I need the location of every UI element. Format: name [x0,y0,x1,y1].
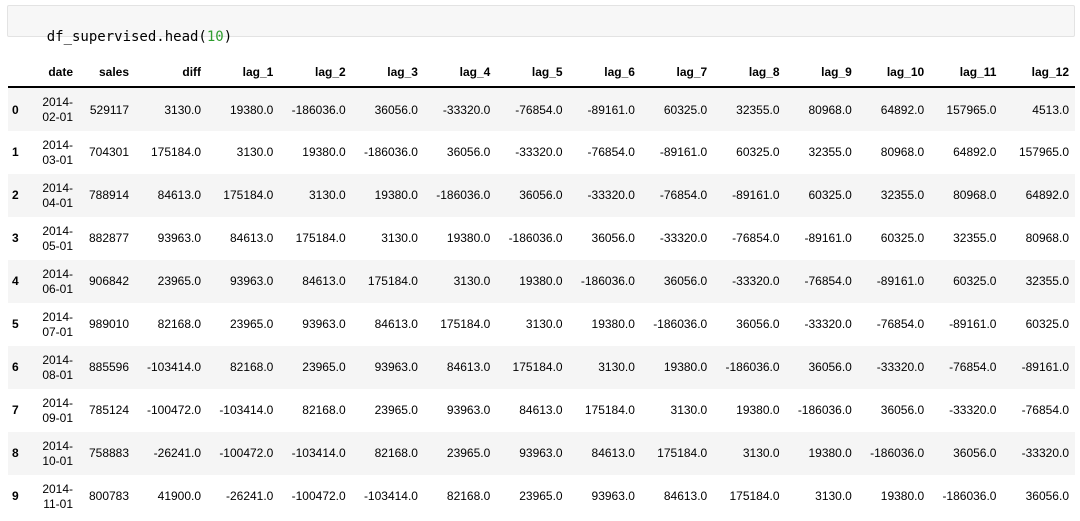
cell-lag_3: 3130.0 [381,231,418,246]
cell-lag_12: 60325.0 [1025,317,1069,332]
cell-lag_11: -89161.0 [949,317,997,332]
cell-date: 2014-07-01 [42,310,74,339]
column-header-lag_6: lag_6 [569,58,641,87]
cell-lag_3: 84613.0 [374,317,418,332]
cell-lag_9: 80968.0 [808,102,852,117]
cell-date: 2014-09-01 [42,396,74,425]
cell-lag_12: 36056.0 [1025,489,1069,504]
table-row [8,131,1075,174]
code-number-literal: 10 [206,29,224,45]
cell-lag_8: -76854.0 [732,231,780,246]
cell-lag_8: 32355.0 [736,102,780,117]
column-header-lag_2: lag_2 [279,58,351,87]
cell-lag_7: 19380.0 [663,360,708,375]
table-row [8,303,1075,346]
cell-lag_9: 36056.0 [808,360,852,375]
cell-lag_12: -33320.0 [1021,446,1069,461]
cell-lag_2: 82168.0 [302,403,346,418]
cell-lag_2: 93963.0 [302,317,346,332]
cell-sales: 529117 [89,102,130,117]
row-index: 3 [12,231,19,246]
cell-lag_3: 82168.0 [374,446,418,461]
cell-sales: 788914 [88,188,130,203]
cell-lag_1: 19380.0 [229,102,274,117]
cell-sales: 758883 [88,446,130,461]
table-row [8,475,1075,518]
cell-sales: 885596 [88,360,130,375]
cell-lag_11: -76854.0 [949,360,997,375]
cell-sales: 704301 [88,145,130,160]
cell-lag_1: 84613.0 [229,231,274,246]
cell-diff: 93963.0 [157,231,202,246]
cell-lag_5: 36056.0 [519,188,563,203]
cell-lag_9: -76854.0 [804,274,852,289]
column-header-diff: diff [135,58,207,87]
cell-lag_11: 36056.0 [953,446,997,461]
cell-lag_4: 82168.0 [446,489,491,504]
column-header-lag_5: lag_5 [496,58,568,87]
column-header-lag_11: lag_11 [930,58,1002,87]
cell-lag_1: -100472.0 [219,446,274,461]
cell-lag_10: 60325.0 [880,231,925,246]
column-header-lag_7: lag_7 [641,58,713,87]
cell-diff: 84613.0 [157,188,202,203]
cell-lag_7: 175184.0 [657,446,708,461]
cell-lag_1: 93963.0 [229,274,274,289]
cell-date: 2014-06-01 [42,267,74,296]
cell-lag_4: 3130.0 [453,274,491,289]
cell-lag_4: 19380.0 [446,231,491,246]
cell-lag_2: 19380.0 [302,145,346,160]
cell-lag_9: 3130.0 [815,489,852,504]
cell-lag_4: 36056.0 [446,145,491,160]
cell-lag_10: 80968.0 [880,145,925,160]
cell-lag_3: 93963.0 [374,360,418,375]
cell-lag_11: 157965.0 [946,102,997,117]
cell-lag_6: -33320.0 [587,188,635,203]
cell-sales: 785124 [88,403,130,418]
cell-lag_2: 23965.0 [302,360,346,375]
cell-lag_11: 60325.0 [953,274,997,289]
cell-lag_7: -89161.0 [659,145,708,160]
cell-lag_2: 84613.0 [302,274,346,289]
code-input-cell[interactable] [7,5,1075,45]
row-index: 6 [12,360,19,375]
cell-lag_2: -186036.0 [291,102,346,117]
row-index: 1 [12,145,19,160]
cell-lag_9: 60325.0 [808,188,852,203]
cell-lag_12: 157965.0 [1018,145,1069,160]
cell-diff: -26241.0 [153,446,202,461]
cell-lag_4: 93963.0 [446,403,491,418]
row-index: 7 [12,403,19,418]
cell-lag_7: 84613.0 [663,489,708,504]
cell-lag_7: -76854.0 [659,188,708,203]
cell-lag_10: 19380.0 [880,489,925,504]
cell-lag_5: 175184.0 [512,360,563,375]
cell-sales: 882877 [88,231,130,246]
cell-lag_9: 19380.0 [808,446,852,461]
index-column-header [8,58,30,87]
cell-lag_12: 80968.0 [1025,231,1069,246]
cell-lag_2: 3130.0 [308,188,346,203]
cell-lag_5: 19380.0 [519,274,563,289]
cell-diff: 82168.0 [157,317,202,332]
cell-lag_1: 23965.0 [229,317,274,332]
cell-lag_1: -103414.0 [219,403,274,418]
cell-diff: 175184.0 [150,145,202,160]
cell-lag_10: 32355.0 [880,188,925,203]
cell-lag_7: 3130.0 [670,403,708,418]
cell-lag_10: -89161.0 [876,274,925,289]
cell-lag_11: 32355.0 [953,231,997,246]
table-row [8,174,1075,217]
cell-lag_6: 36056.0 [591,231,635,246]
row-index: 5 [12,317,19,332]
cell-lag_8: 19380.0 [736,403,780,418]
cell-diff: 23965.0 [157,274,202,289]
cell-lag_8: -89161.0 [732,188,780,203]
row-index: 9 [12,489,19,504]
cell-lag_8: -186036.0 [725,360,780,375]
table-row [8,87,1075,131]
table-header-row [8,58,1075,87]
cell-lag_7: -33320.0 [659,231,708,246]
cell-lag_12: 32355.0 [1025,274,1069,289]
cell-date: 2014-10-01 [42,439,74,468]
column-header-lag_9: lag_9 [786,58,858,87]
column-header-lag_3: lag_3 [352,58,424,87]
cell-lag_7: 36056.0 [663,274,708,289]
row-index: 0 [12,102,19,117]
cell-lag_9: -33320.0 [804,317,852,332]
cell-lag_3: 36056.0 [374,102,418,117]
cell-lag_4: 84613.0 [446,360,491,375]
cell-lag_1: 175184.0 [223,188,274,203]
cell-lag_6: 175184.0 [584,403,635,418]
cell-lag_5: -186036.0 [508,231,563,246]
cell-lag_8: 36056.0 [736,317,780,332]
cell-lag_6: -89161.0 [587,102,635,117]
cell-lag_9: -186036.0 [797,403,852,418]
cell-date: 2014-05-01 [42,224,74,253]
cell-lag_11: 64892.0 [953,145,997,160]
cell-date: 2014-08-01 [42,353,74,382]
cell-lag_10: 64892.0 [880,102,925,117]
column-header-date: date [30,58,79,87]
cell-lag_12: -76854.0 [1021,403,1069,418]
cell-lag_1: 3130.0 [236,145,274,160]
code-suffix: ) [223,29,233,45]
table-row [8,389,1075,432]
cell-sales: 800783 [88,489,130,504]
cell-lag_3: -103414.0 [363,489,418,504]
cell-lag_4: -186036.0 [436,188,491,203]
cell-sales: 906842 [88,274,130,289]
cell-lag_4: -33320.0 [442,102,491,117]
cell-lag_2: 175184.0 [295,231,346,246]
cell-lag_2: -103414.0 [291,446,346,461]
cell-diff: 3130.0 [164,102,202,117]
cell-lag_9: 32355.0 [808,145,852,160]
cell-diff: -100472.0 [147,403,202,418]
cell-lag_5: 84613.0 [519,403,563,418]
cell-lag_10: -33320.0 [876,360,925,375]
cell-lag_1: 82168.0 [229,360,274,375]
cell-diff: -103414.0 [147,360,202,375]
table-row [8,432,1075,475]
cell-lag_2: -100472.0 [291,489,346,504]
cell-date: 2014-03-01 [42,138,74,167]
cell-lag_7: 60325.0 [663,102,708,117]
cell-lag_1: -26241.0 [225,489,274,504]
cell-lag_3: 19380.0 [374,188,418,203]
cell-lag_6: -76854.0 [587,145,635,160]
cell-lag_8: 3130.0 [742,446,780,461]
cell-lag_11: -186036.0 [942,489,997,504]
cell-lag_6: 93963.0 [591,489,635,504]
row-index: 2 [12,188,19,203]
row-index: 4 [12,274,19,289]
cell-lag_10: 36056.0 [880,403,925,418]
cell-lag_3: 175184.0 [367,274,418,289]
cell-lag_12: 4513.0 [1032,102,1069,117]
cell-output-area [8,58,1075,518]
table-row [8,346,1075,389]
cell-lag_10: -76854.0 [876,317,925,332]
column-header-lag_12: lag_12 [1002,58,1075,87]
cell-lag_4: 175184.0 [440,317,491,332]
cell-lag_3: 23965.0 [374,403,418,418]
cell-lag_5: 23965.0 [519,489,563,504]
cell-lag_6: -186036.0 [580,274,635,289]
cell-lag_8: 175184.0 [729,489,780,504]
dataframe-table [8,58,1075,518]
cell-lag_8: -33320.0 [732,274,780,289]
cell-lag_4: 23965.0 [446,446,491,461]
table-row [8,260,1075,303]
column-header-sales: sales [79,58,135,87]
column-header-lag_1: lag_1 [207,58,279,87]
cell-lag_7: -186036.0 [653,317,708,332]
cell-date: 2014-04-01 [42,181,74,210]
cell-lag_5: -33320.0 [515,145,563,160]
cell-sales: 989010 [88,317,130,332]
cell-lag_10: -186036.0 [870,446,925,461]
cell-date: 2014-11-01 [42,482,74,511]
cell-lag_5: -76854.0 [515,102,563,117]
cell-lag_6: 84613.0 [591,446,635,461]
cell-lag_12: -89161.0 [1021,360,1069,375]
column-header-lag_8: lag_8 [713,58,785,87]
cell-lag_3: -186036.0 [363,145,418,160]
row-index: 8 [12,446,19,461]
table-row [8,217,1075,260]
code-text [47,29,232,45]
code-prefix: df_supervised.head( [46,29,207,45]
cell-lag_5: 93963.0 [519,446,563,461]
column-header-lag_4: lag_4 [424,58,496,87]
cell-lag_5: 3130.0 [525,317,563,332]
cell-lag_6: 3130.0 [598,360,635,375]
cell-lag_9: -89161.0 [804,231,852,246]
cell-lag_11: -33320.0 [949,403,997,418]
column-header-lag_10: lag_10 [858,58,930,87]
cell-diff: 41900.0 [157,489,202,504]
cell-lag_6: 19380.0 [591,317,635,332]
cell-lag_8: 60325.0 [736,145,780,160]
cell-date: 2014-02-01 [42,95,74,124]
cell-lag_12: 64892.0 [1025,188,1069,203]
cell-lag_11: 80968.0 [953,188,997,203]
